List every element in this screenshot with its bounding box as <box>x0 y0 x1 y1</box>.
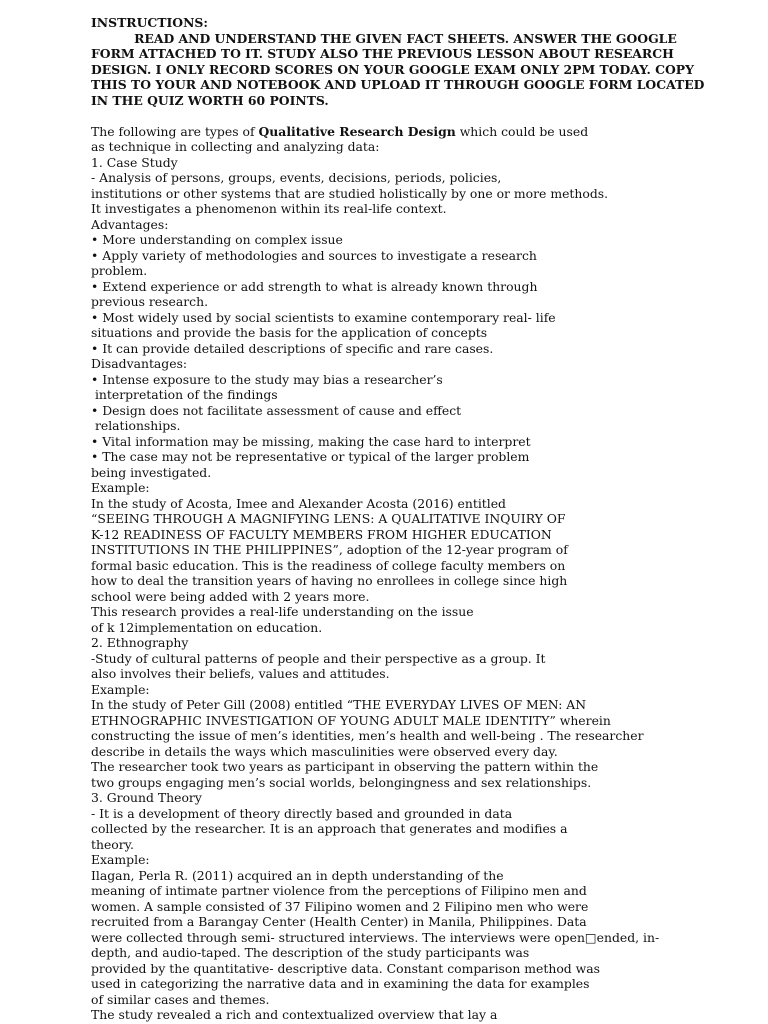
text-line: of k 12implementation on education. <box>91 619 323 635</box>
text-line: • Design does not facilitate assessment of cause and effect <box>91 402 462 418</box>
instructions-line: IN THE QUIZ WORTH 60 POINTS. <box>91 92 329 108</box>
text-line: being investigated. <box>91 464 212 480</box>
instructions-line: FORM ATTACHED TO IT. STUDY ALSO THE PREVIOUS LESSON ABOUT RESEARCH <box>91 46 674 61</box>
body-text <box>91 139 691 1023</box>
text-line: relationships. <box>91 418 181 433</box>
text-line: situations and provide the basis for the application of concepts <box>91 325 488 340</box>
text-line: It investigates a phenomenon within its real-life context. <box>91 201 447 216</box>
text-line: • Apply variety of methodologies and sources to investigate a research <box>91 247 537 263</box>
text-line: how to deal the transition years of having no enrollees in college since high <box>91 573 568 588</box>
text-line: problem. <box>91 263 148 278</box>
text-line: • Intense exposure to the study may bias a researcher’s <box>91 371 443 387</box>
text-line: In the study of Peter Gill (2008) entitled “THE EVERYDAY LIVES OF MEN: AN <box>91 697 587 712</box>
text-line: 2. Ethnography <box>91 635 189 650</box>
text-line: theory. <box>91 836 134 852</box>
text-line: • Extend experience or add strength to what is already known through <box>91 278 538 294</box>
text-line: formal basic education. This is the readiness of college faculty members on <box>91 557 566 573</box>
text-line: Ilagan, Perla R. (2011) acquired an in depth understanding of the <box>91 867 504 883</box>
text-line: as technique in collecting and analyzing data: <box>91 139 380 154</box>
text-line: ETHNOGRAPHIC INVESTIGATION OF YOUNG ADULT MALE IDENTITY” wherein <box>91 712 611 728</box>
text-line: describe in details the ways which masculinities were observed every day. <box>91 743 558 759</box>
text-line: school were being added with 2 years more. <box>91 588 370 604</box>
text-line: This research provides a real-life understanding on the issue <box>91 604 474 619</box>
text-line: Disadvantages: <box>91 356 188 371</box>
text-line: recruited from a Barangay Center (Health Center) in Manila, Philippines. Data <box>91 914 587 929</box>
text-line: 1. Case Study <box>91 154 178 170</box>
text-line: INSTITUTIONS IN THE PHILIPPINES”, adoption of the 12-year program of <box>91 542 568 557</box>
text-line: women. A sample consisted of 37 Filipino women and 2 Filipino men who were <box>91 898 589 914</box>
text-line: interpretation of the findings <box>91 387 278 402</box>
text-line: - It is a development of theory directly based and grounded in data <box>91 805 513 821</box>
text-line: -Study of cultural patterns of people and their perspective as a group. It <box>91 650 546 666</box>
text-line: 3. Ground Theory <box>91 790 202 805</box>
text-line: two groups engaging men’s social worlds, belongingness and sex relationships. <box>91 774 592 790</box>
intro-line <box>91 124 691 140</box>
text-line: previous research. <box>91 294 209 309</box>
text-line: • Vital information may be missing, making the case hard to interpret <box>91 433 531 449</box>
text-line: also involves their beliefs, values and attitudes. <box>91 666 390 681</box>
text-line: In the study of Acosta, Imee and Alexander Acosta (2016) entitled <box>91 495 506 511</box>
text-line: “SEEING THROUGH A MAGNIFYING LENS: A QUALITATIVE INQUIRY OF <box>91 511 566 526</box>
text-line: of similar cases and themes. <box>91 991 270 1007</box>
text-line: Example: <box>91 681 150 697</box>
instructions-line: READ AND UNDERSTAND THE GIVEN FACT SHEETS. ANSWER THE GOOGLE <box>91 30 677 46</box>
fact-sheet-document <box>91 15 705 1023</box>
text-line: depth, and audio-taped. The description of the study participants was <box>91 945 530 960</box>
text-line: meaning of intimate partner violence from the perceptions of Filipino men and <box>91 883 587 898</box>
intro-text: which could be used <box>455 123 589 139</box>
instructions-line: DESIGN. I ONLY RECORD SCORES ON YOUR GOOGLE EXAM ONLY 2PM TODAY. COPY <box>91 61 694 77</box>
text-line: collected by the researcher. It is an approach that generates and modifies a <box>91 821 568 836</box>
text-line: Example: <box>91 480 150 495</box>
text-line: • It can provide detailed descriptions of specific and rare cases. <box>91 340 494 356</box>
paragraph-gap <box>91 108 691 124</box>
text-line: used in categorizing the narrative data and in examining the data for examples <box>91 976 590 991</box>
text-line: institutions or other systems that are studied holistically by one or more methods. <box>91 185 609 201</box>
text-line: Example: <box>91 852 150 867</box>
text-line: were collected through semi- structured interviews. The interviews were open□ended, in- <box>91 929 660 945</box>
text-line: The researcher took two years as participant in observing the pattern within the <box>91 759 599 774</box>
instructions-block <box>91 15 705 108</box>
intro-emphasis: Qualitative Research Design <box>258 123 456 139</box>
text-line: constructing the issue of men’s identities, men’s health and well-being . The researcher <box>91 728 644 743</box>
instructions-heading: INSTRUCTIONS: <box>91 15 208 30</box>
text-line: - Analysis of persons, groups, events, decisions, periods, policies, <box>91 170 502 185</box>
text-line: provided by the quantitative- descriptive data. Constant comparison method was <box>91 960 601 976</box>
text-line: Advantages: <box>91 216 169 232</box>
text-line: K-12 READINESS OF FACULTY MEMBERS FROM HIGHER EDUCATION <box>91 526 552 542</box>
text-line: • More understanding on complex issue <box>91 232 343 247</box>
intro-text: The following are types of <box>91 123 259 139</box>
instructions-line: THIS TO YOUR AND NOTEBOOK AND UPLOAD IT THROUGH GOOGLE FORM LOCATED <box>91 77 705 92</box>
text-line: • The case may not be representative or typical of the larger problem <box>91 449 530 464</box>
text-line: • Most widely used by social scientists to examine contemporary real- life <box>91 309 556 325</box>
text-line: The study revealed a rich and contextualized overview that lay a <box>91 1007 498 1022</box>
